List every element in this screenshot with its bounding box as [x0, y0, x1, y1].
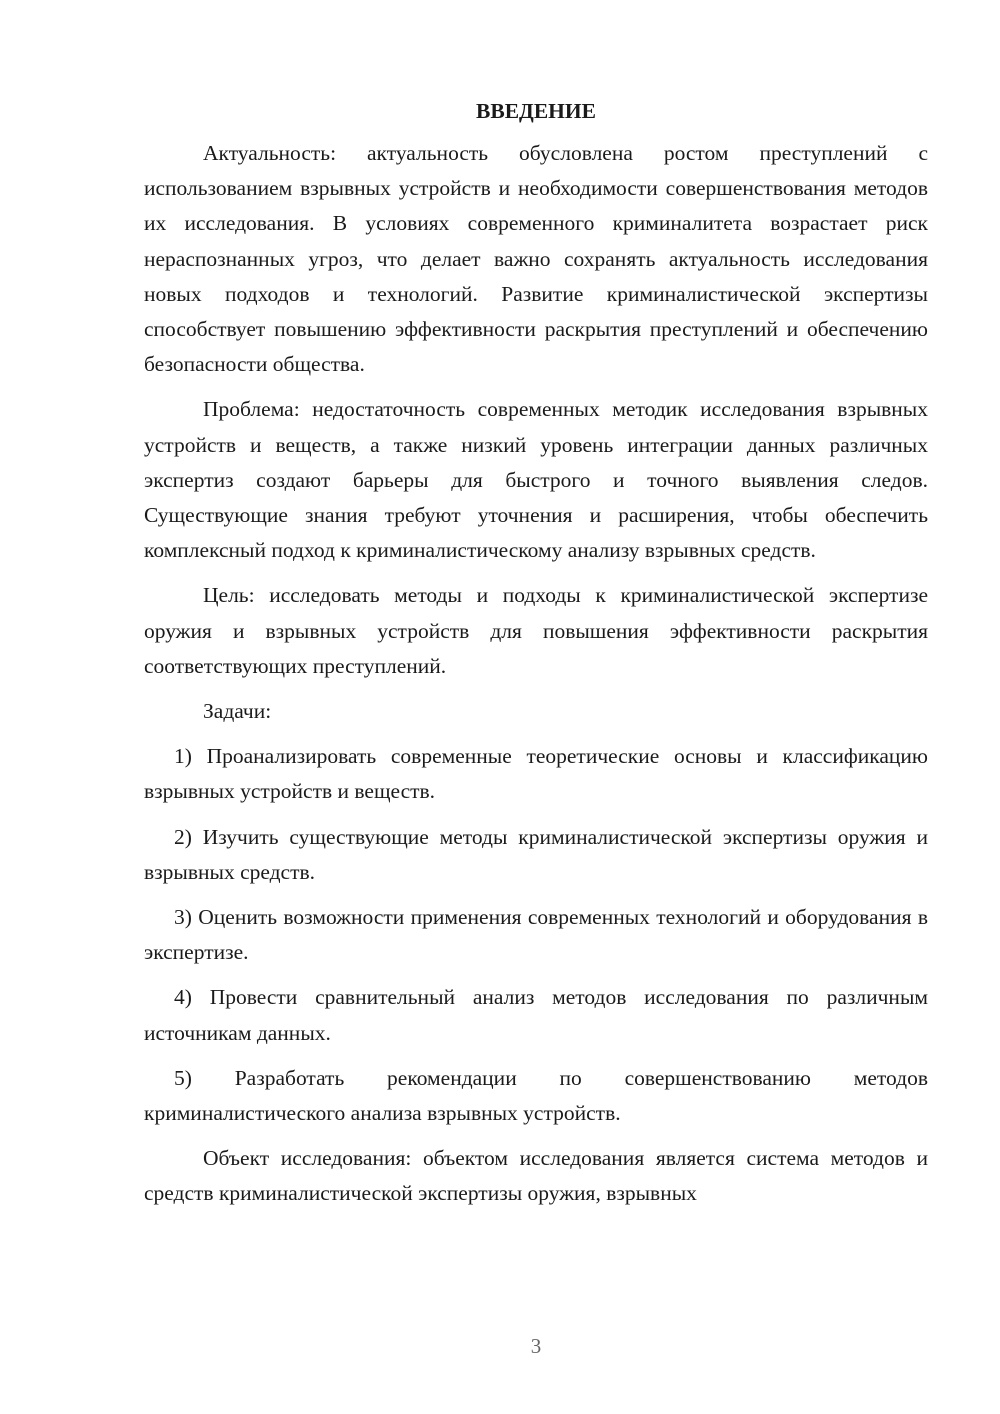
object-paragraph: Объект исследования: объектом исследования является система методов и средств криминалистической экспертизы оружия, взрывных [144, 1146, 928, 1206]
task-item-2: 2) Изучить существующие методы криминалистической экспертизы оружия и взрывных средств. [144, 824, 928, 884]
task-item-5: 5) Разработать рекомендации по совершенствованию методов криминалистического анализа взрывных устройств. [144, 1065, 928, 1126]
tasks-label: Задачи: [203, 699, 272, 724]
problem-paragraph: Проблема: недостаточность современных методик исследования взрывных устройств и веществ, а также низкий уровень интеграции данных различных экспертиз создают барьеры для быстрого и точного выявления следов. Существующие знания требуют уточнения и расширения, чтобы обеспечить комплексный подход к криминалистическому анализу взрывных средств. [144, 397, 928, 563]
section-title: ВВЕДЕНИЕ [476, 99, 596, 123]
page-number: 3 [530, 1334, 542, 1358]
relevance-paragraph: Актуальность: актуальность обусловлена ростом преступлений с использованием взрывных устройств и необходимости совершенствования методов их исследования. В условиях современного криминалитета возрастает риск нераспознанных угроз, что делает важно сохранять актуальность исследования новых подходов и технологий. Развитие криминалистической экспертизы способствует повышению эффективности раскрытия преступлений и обеспечению безопасности общества. [144, 141, 928, 377]
task-item-1: 1) Проанализировать современные теоретические основы и классификацию взрывных устройств и веществ. [144, 744, 928, 804]
goal-paragraph: Цель: исследовать методы и подходы к криминалистической экспертизе оружия и взрывных устройств для повышения эффективности раскрытия соответствующих преступлений. [144, 583, 928, 678]
task-item-3: 3) Оценить возможности применения современных технологий и оборудования в экспертизе. [144, 905, 928, 965]
task-item-4: 4) Провести сравнительный анализ методов исследования по различным источникам данных. [144, 985, 928, 1045]
page-body [144, 96, 928, 1222]
